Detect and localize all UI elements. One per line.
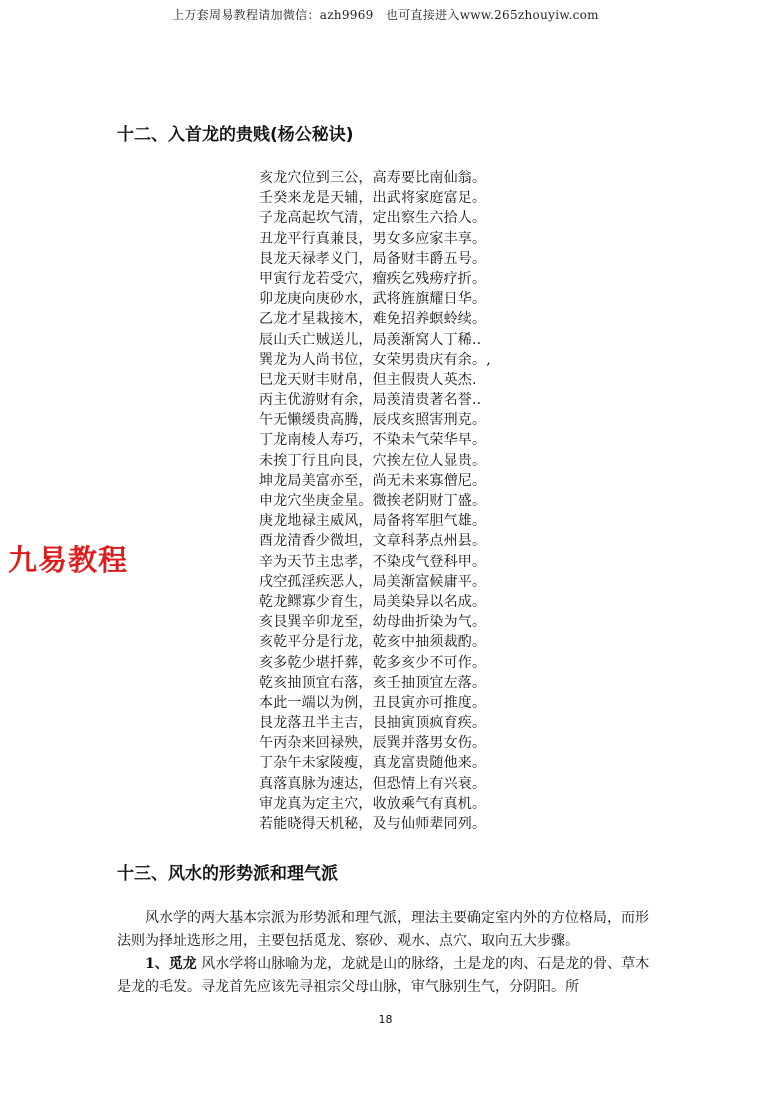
poem-line: 辛为天节主忠孝，不染戌气登科甲。 [259, 553, 487, 570]
poem-line: 真落真脉为速达，但恐情上有兴衰。 [259, 775, 487, 792]
poem-line: 本此一端以为例，丑艮寅亦可推度。 [259, 694, 487, 711]
paragraph-1: 风水学的两大基本宗派为形势派和理气派，理法主要确定室内外的方位格局，而形法则为择址选形之用，主要包括觅龙、察砂、观水、点穴、取向五大步骤。 [117, 910, 649, 949]
paragraph-2-lead: 1、觅龙 [145, 956, 197, 972]
page-header: 上万套周易教程请加微信：azh9969 也可直接进入www.265zhouyiw.com [172, 8, 599, 22]
poem-line: 亥多乾少堪扦葬，乾多亥少不可作。 [259, 654, 487, 671]
poem-line: 午无懒缓贵高腾，辰戌亥照害刑克。 [259, 412, 487, 429]
poem-line: 亥乾平分是行龙，乾亥中抽须裁酌。 [259, 634, 487, 651]
poem-line: 亥艮巽辛卯龙至，幼母曲折染为气。 [259, 614, 487, 631]
poem-line: 丁龙南棱人寿巧，不染未气荣华早。 [259, 432, 487, 449]
poem-line: 审龙真为定主穴，收放乘气有真机。 [259, 795, 487, 812]
section-13-title: 十三、风水的形势派和理气派 [117, 864, 338, 884]
poem-line: 巳龙天财丰财帛，但主假贵人英杰. [259, 371, 477, 388]
poem-line: 丑龙平行真兼艮，男女多应家丰享。 [259, 230, 487, 247]
poem-line: 亥龙穴位到三公，高寿要比南仙翁。 [259, 170, 487, 186]
poem-line: 未挨丁行且向艮，穴挨左位人显贵。 [259, 452, 487, 469]
section-12-title: 十二、入首龙的贵贱(杨公秘诀) [117, 125, 354, 145]
poem-line: 甲寅行龙若受穴，瘤疾乞残痨疗折。 [259, 270, 487, 287]
paragraph-2 [117, 953, 662, 999]
poem-line: 庚龙地禄主威风，局备将军胆气雄。 [259, 513, 487, 530]
poem-line: 卯龙庚向庚砂水，武将旌旗耀日华。 [259, 291, 487, 308]
poem-line: 申龙穴坐庚金星。微挨老阴财丁盛。 [259, 493, 487, 509]
poem-line: 戌空孤淫疾恶人，局美渐富候庸平。 [259, 573, 487, 590]
poem-line: 巽龙为人尚书位，女荣男贵庆有余。, [259, 351, 491, 368]
poem-block [259, 168, 529, 834]
poem-line: 丙主优游财有余，局羡清贵著名誉.. [259, 392, 482, 409]
poem-line: 子龙高起坎气清，定出察生六拾人。 [259, 210, 487, 227]
poem-line: 艮龙落丑半主吉，艮抽寅顶疯育疾。 [259, 715, 487, 732]
body-text [117, 907, 662, 999]
poem-line: 乾龙鳏寡少育生，局美染异以名成。 [259, 593, 487, 610]
poem-line: 若能晓得天机秘，及与仙师辈同列。 [259, 816, 487, 832]
poem-line: 丁杂午未家陵瘦，真龙富贵随他来。 [259, 755, 487, 772]
poem-line: 辰山夭亡贼送儿，局羡渐窝人丁稀.. [259, 331, 482, 348]
poem-line: 壬癸来龙是天辅，出武将家庭富足。 [259, 190, 487, 207]
paragraph-2-text: 风水学将山脉喻为龙，龙就是山的脉络，土是龙的肉、石是龙的骨、草木是龙的毛发。寻龙首先应该先寻祖宗父母山脉，审气脉别生气，分阴阳。所 [117, 956, 650, 995]
poem-line: 酉龙清香少微坦，文章科茅点州县。 [259, 533, 487, 550]
page-number: 18 [378, 1013, 393, 1026]
poem-line: 艮龙天禄孝义门，局备财丰爵五号。 [259, 250, 487, 267]
poem-line: 乾亥抽顶宜右落，亥壬抽顶宜左落。 [259, 674, 487, 691]
poem-line: 坤龙局美富亦至，尚无未来寡僧尼。 [259, 472, 487, 489]
watermark-logo: 九易教程 [8, 543, 129, 577]
poem-line: 午丙杂来回禄殃，辰巽并落男女伤。 [259, 735, 487, 752]
poem-line: 乙龙才星栽接木，难免招养螟蛉续。 [259, 311, 487, 328]
